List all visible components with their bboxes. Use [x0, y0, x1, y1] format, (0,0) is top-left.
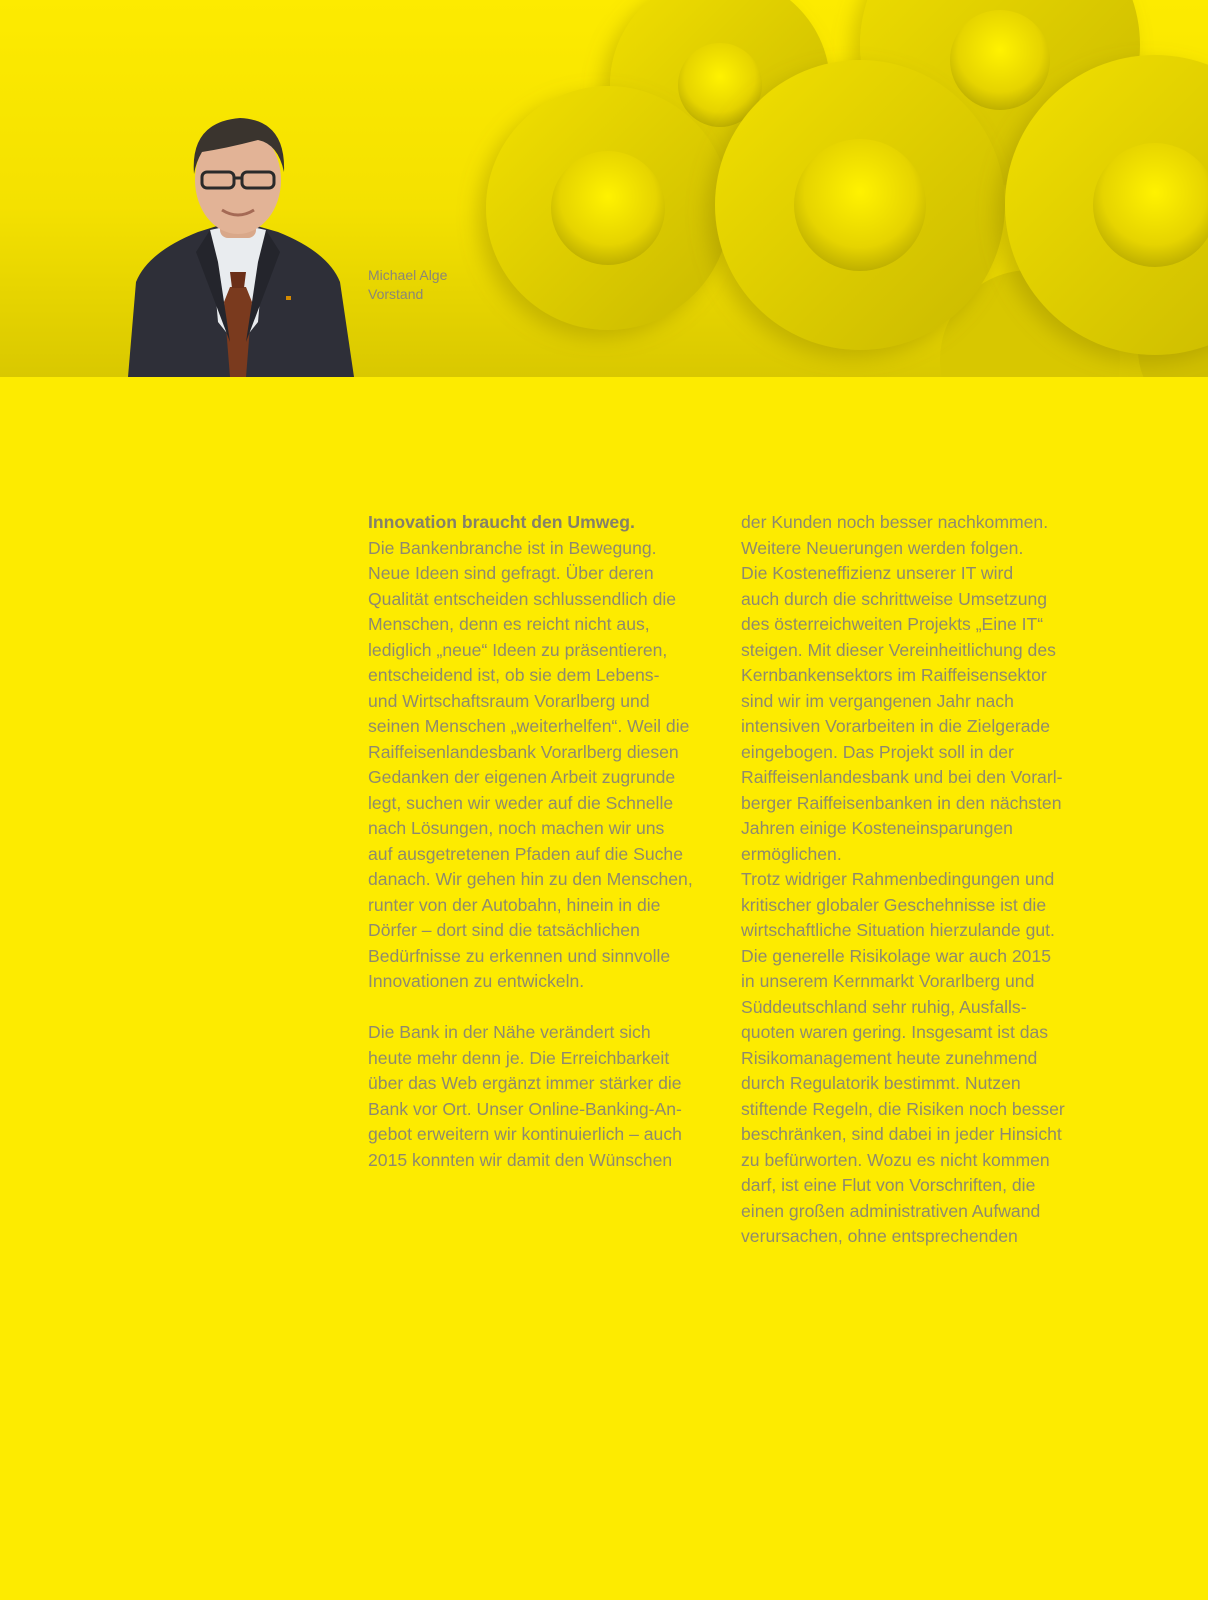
text-line: 2015 konnten wir damit den Wünschen: [368, 1149, 673, 1170]
text-line: wirtschaftliche Situation hierzulande gut.: [741, 920, 1055, 940]
text-line: gebot erweitern wir kontinuierlich – auch: [368, 1124, 682, 1144]
text-line: über das Web ergänzt immer stärker die: [368, 1073, 682, 1093]
text-line: Risikomanagement heute zunehmend: [741, 1047, 1038, 1068]
text-line: Neue Ideen sind gefragt. Über deren: [368, 563, 654, 583]
text-line: Die Bank in der Nähe verändert sich: [368, 1022, 651, 1042]
text-line: beschränken, sind dabei in jeder Hinsicht: [741, 1124, 1062, 1144]
text-line: Die generelle Risikolage war auch 2015: [741, 945, 1052, 966]
article-heading: Innovation braucht den Umweg.: [368, 512, 635, 532]
text-line: eingebogen. Das Projekt soll in der: [741, 741, 1014, 762]
paragraph-1: [368, 536, 718, 995]
text-line: Die Kosteneffizienz unserer IT wird: [741, 563, 1014, 583]
text-line: verursachen, ohne entsprechenden: [741, 1226, 1018, 1246]
text-line: zu befürworten. Wozu es nicht kommen: [741, 1149, 1050, 1170]
text-line: Bedürfnisse zu erkennen und sinnvolle: [368, 945, 671, 966]
text-line: kritischer globaler Geschehnisse ist die: [741, 894, 1047, 915]
text-line: auch durch die schrittweise Umsetzung: [741, 588, 1048, 609]
text-line: Weitere Neuerungen werden folgen.: [741, 537, 1024, 558]
text-line: Raiffeisenlandesbank und bei den Vorarl-: [741, 767, 1063, 787]
text-line: der Kunden noch besser nachkommen.: [741, 512, 1049, 532]
paragraph-gap: [368, 995, 718, 1021]
article-column-right: [741, 510, 1091, 1250]
text-line: nach Lösungen, noch machen wir uns: [368, 818, 665, 838]
text-line: durch Regulatorik bestimmt. Nutzen: [741, 1073, 1021, 1093]
text-line: Dörfer – dort sind die tatsächlichen: [368, 920, 640, 940]
text-line: quoten waren gering. Insgesamt ist das: [741, 1022, 1049, 1042]
text-line: heute mehr denn je. Die Erreichbarkeit: [368, 1047, 670, 1068]
text-line: einen großen administrativen Aufwand: [741, 1200, 1041, 1221]
text-line: auf ausgetretenen Pfaden auf die Suche: [368, 843, 683, 864]
text-line: danach. Wir gehen hin zu den Menschen,: [368, 869, 693, 889]
text-line: in unserem Kernmarkt Vorarlberg und: [741, 971, 1035, 991]
text-line: Bank vor Ort. Unser Online-Banking-An-: [368, 1098, 682, 1119]
article-column-left: [368, 510, 718, 1173]
text-line: sind wir im vergangenen Jahr nach: [741, 690, 1014, 711]
text-line: Die Bankenbranche ist in Bewegung.: [368, 537, 657, 558]
text-line: Innovationen zu entwickeln.: [368, 971, 585, 991]
text-line: und Wirtschaftsraum Vorarlberg und: [368, 690, 650, 711]
text-line: Trotz widriger Rahmenbedingungen und: [741, 869, 1055, 889]
text-line: seinen Menschen „weiterhelfen“. Weil die: [368, 716, 690, 736]
text-line: Süddeutschland sehr ruhig, Ausfalls-: [741, 996, 1027, 1017]
portrait-caption: [368, 266, 447, 304]
text-line: steigen. Mit dieser Vereinheitlichung des: [741, 639, 1056, 660]
text-line: Jahren einige Kosteneinsparungen: [741, 818, 1013, 838]
text-line: Raiffeisenlandesbank Vorarlberg diesen: [368, 741, 679, 762]
text-line: Qualität entscheiden schlussendlich die: [368, 588, 677, 609]
person-role: Vorstand: [368, 286, 424, 302]
text-line: legt, suchen wir weder auf die Schnelle: [368, 792, 674, 813]
portrait-photo-icon: [118, 112, 358, 377]
hero-banner: [0, 0, 1208, 377]
text-line: runter von der Autobahn, hinein in die: [368, 894, 661, 915]
text-line: entscheidend ist, ob sie dem Lebens-: [368, 665, 660, 685]
paragraph-2: [368, 1020, 718, 1173]
text-line: darf, ist eine Flut von Vorschriften, die: [741, 1175, 1036, 1195]
text-line: Menschen, denn es reicht nicht aus,: [368, 614, 650, 634]
text-line: ermöglichen.: [741, 843, 842, 864]
text-line: lediglich „neue“ Ideen zu präsentieren,: [368, 639, 668, 660]
person-name: Michael Alge: [368, 267, 448, 283]
text-line: intensiven Vorarbeiten in die Zielgerade: [741, 716, 1051, 736]
text-line: des österreichweiten Projekts „Eine IT“: [741, 614, 1044, 634]
text-line: berger Raiffeisenbanken in den nächsten: [741, 792, 1062, 813]
text-line: Gedanken der eigenen Arbeit zugrunde: [368, 767, 676, 787]
text-line: Kernbankensektors im Raiffeisensektor: [741, 665, 1047, 685]
paragraph-3: [741, 510, 1091, 1250]
text-line: stiftende Regeln, die Risiken noch besser: [741, 1098, 1065, 1119]
